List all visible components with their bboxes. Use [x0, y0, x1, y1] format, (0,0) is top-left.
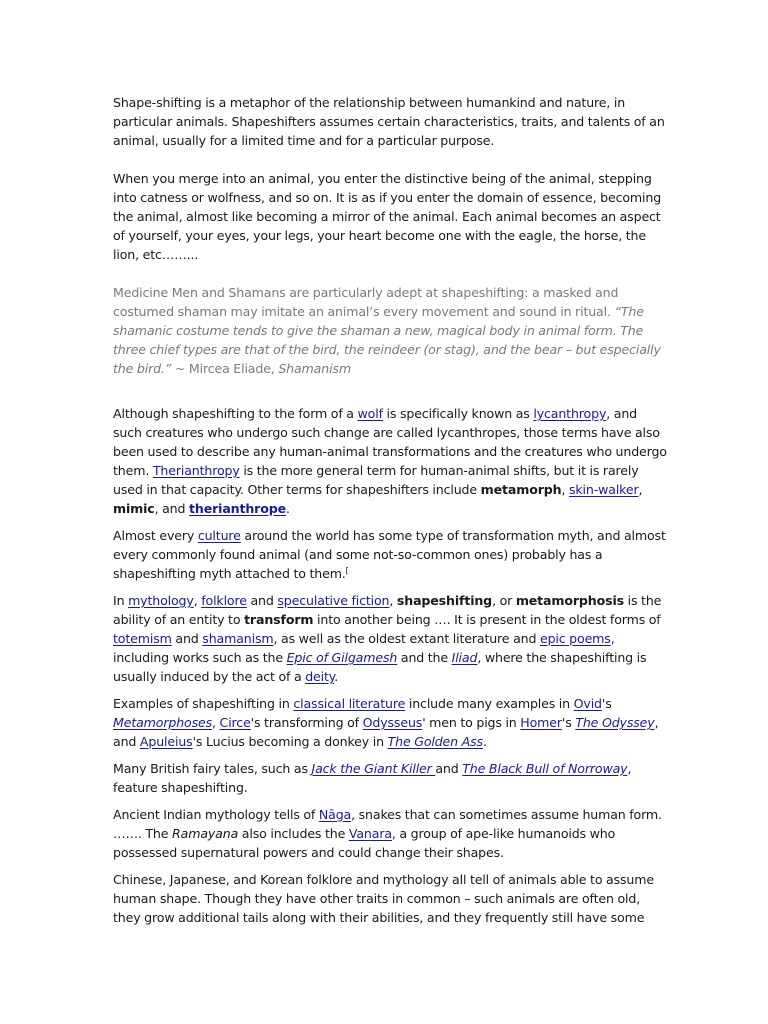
paragraph-lycanthropy — [113, 404, 668, 518]
link-shamanism[interactable]: shamanism — [202, 631, 274, 646]
link-apuleius[interactable]: Apuleius — [139, 734, 193, 749]
text: around the world has some type of transformation myth, and almost every commonly found animal (and some not-so-common ones) probably has a shapeshifting myth attached to them. — [113, 528, 666, 581]
text: , where the shapeshifting is usually induced by the act of a — [113, 650, 647, 684]
text: , including works such as the — [113, 631, 615, 665]
link-the-odyssey[interactable]: The Odyssey — [575, 715, 655, 730]
paragraph-mythology — [113, 591, 668, 686]
text: 's transforming of — [250, 715, 363, 730]
paragraph-east-asian: Chinese, Japanese, and Korean folklore and mythology all tell of animals able to assume human shape. Though they have other traits in common – such animals are often old, they grow additional tails along with their abilities, and they frequently still have some — [113, 872, 654, 925]
link-mythology[interactable]: mythology — [128, 593, 194, 608]
text: 's — [601, 696, 612, 711]
text: , or — [492, 593, 516, 608]
link-skin-walker[interactable]: skin-walker — [568, 482, 639, 497]
term-metamorph: metamorph — [480, 482, 562, 497]
link-black-bull-of-norroway[interactable]: The Black Bull of Norroway — [462, 761, 628, 776]
text: and — [435, 761, 463, 776]
paragraph-culture — [113, 526, 668, 583]
citation-bracket: [ — [345, 565, 349, 575]
link-circe[interactable]: Circe — [219, 715, 251, 730]
text: also includes the — [238, 826, 349, 841]
link-speculative-fiction[interactable]: speculative fiction — [277, 593, 390, 608]
text: . — [286, 501, 290, 516]
link-therianthrope[interactable]: therianthrope — [189, 501, 286, 516]
link-deity[interactable]: deity — [305, 669, 335, 684]
text: , and — [154, 501, 190, 516]
text: , feature shapeshifting. — [113, 761, 632, 795]
link-homer[interactable]: Homer — [520, 715, 562, 730]
term-transform: transform — [244, 612, 314, 627]
paragraph-classical — [113, 694, 668, 751]
link-metamorphoses[interactable]: Metamorphoses — [113, 715, 213, 730]
term-metamorphosis: metamorphosis — [515, 593, 624, 608]
text: , — [193, 593, 202, 608]
link-culture[interactable]: culture — [197, 528, 241, 543]
text: , and — [113, 715, 659, 749]
text: ~ Mircea Eliade, — [171, 361, 279, 376]
book-title: Shamanism — [278, 361, 351, 376]
link-classical-literature[interactable]: classical literature — [293, 696, 406, 711]
link-therianthropy[interactable]: Therianthropy — [152, 463, 240, 478]
link-naga[interactable]: Nāga — [318, 807, 352, 822]
text: Many British fairy tales, such as — [113, 761, 312, 776]
text: Almost every — [113, 528, 198, 543]
text: 's Lucius becoming a donkey in — [192, 734, 388, 749]
text: , as well as the oldest extant literature and — [273, 631, 540, 646]
text: In — [113, 593, 129, 608]
text: into another being …. It is present in the oldest forms of — [313, 612, 661, 627]
text: . — [482, 734, 487, 749]
link-odysseus[interactable]: Odysseus — [362, 715, 423, 730]
link-jack-the-giant-killer[interactable]: Jack the Giant Killer — [311, 761, 436, 776]
link-the-golden-ass[interactable]: The Golden Ass — [387, 734, 483, 749]
link-vanara[interactable]: Vanara — [348, 826, 392, 841]
ramayana-title: Ramayana — [172, 826, 239, 841]
text: is specifically known as — [382, 406, 534, 421]
text: is the ability of an entity to — [113, 593, 662, 627]
link-totemism[interactable]: totemism — [113, 631, 172, 646]
link-folklore[interactable]: folklore — [201, 593, 247, 608]
text: include many examples in — [405, 696, 574, 711]
link-iliad[interactable]: Iliad — [451, 650, 478, 665]
text: and — [171, 631, 203, 646]
text: . — [334, 669, 339, 684]
paragraph-indian-mythology — [113, 805, 668, 862]
eliade-quote: “The shamanic costume tends to give the shaman a new, magical body in animal form. The three chief types are that of the bird, the reindeer (or stag), and the bear – but especially the bird.” — [113, 304, 661, 376]
text: Examples of shapeshifting in — [113, 696, 294, 711]
text: , and such creatures who undergo such change are called lycanthropes, those terms have also been used to describe any human-animal transformations and the creatures who undergo them. — [113, 406, 667, 478]
link-epic-poems[interactable]: epic poems — [539, 631, 611, 646]
link-lycanthropy[interactable]: lycanthropy — [533, 406, 607, 421]
link-epic-of-gilgamesh[interactable]: Epic of Gilgamesh — [286, 650, 398, 665]
text: , snakes that can sometimes assume human form. ……. The — [113, 807, 662, 841]
term-mimic: mimic — [113, 501, 155, 516]
text: and the — [397, 650, 452, 665]
paragraph-fairy-tales — [113, 759, 668, 797]
text: , — [389, 593, 397, 608]
text: Although shapeshifting to the form of a — [113, 406, 358, 421]
text: Medicine Men and Shamans are particularly adept at shapeshifting: a masked and costumed shaman may imitate an animal’s every movement and sound in ritual. — [113, 285, 619, 319]
text: 's — [561, 715, 576, 730]
text: ' men to pigs in — [422, 715, 521, 730]
paragraph-intro: Shape-shifting is a metaphor of the relationship between humankind and nature, in particular animals. Shapeshifters assumes certain characteristics, traits, and talents of an animal, usually for a limited time and for a particular purpose. — [113, 95, 665, 148]
text: is the more general term for human-animal shifts, but it is rarely used in that capacity. Other terms for shapeshifters include — [113, 463, 639, 497]
link-wolf[interactable]: wolf — [357, 406, 383, 421]
text: , — [561, 482, 569, 497]
text: Ancient Indian mythology tells of — [113, 807, 319, 822]
paragraph-merge: When you merge into an animal, you enter the distinctive being of the animal, stepping into catness or wolfness, and so on. It is as if you enter the domain of essence, becoming the animal, almost like becoming a mirror of the animal. Each animal becomes an aspect of yourself, your eyes, your legs, your heart become one with the eagle, the horse, the lion, etc……... — [113, 171, 662, 262]
link-ovid[interactable]: Ovid — [573, 696, 602, 711]
text: , a group of ape-like humanoids who possessed supernatural powers and could change their shapes. — [113, 826, 616, 860]
text: , — [638, 482, 643, 497]
paragraph-shaman-quote — [113, 283, 668, 378]
text: and — [246, 593, 278, 608]
term-shapeshifting: shapeshifting — [396, 593, 493, 608]
text: , — [212, 715, 220, 730]
